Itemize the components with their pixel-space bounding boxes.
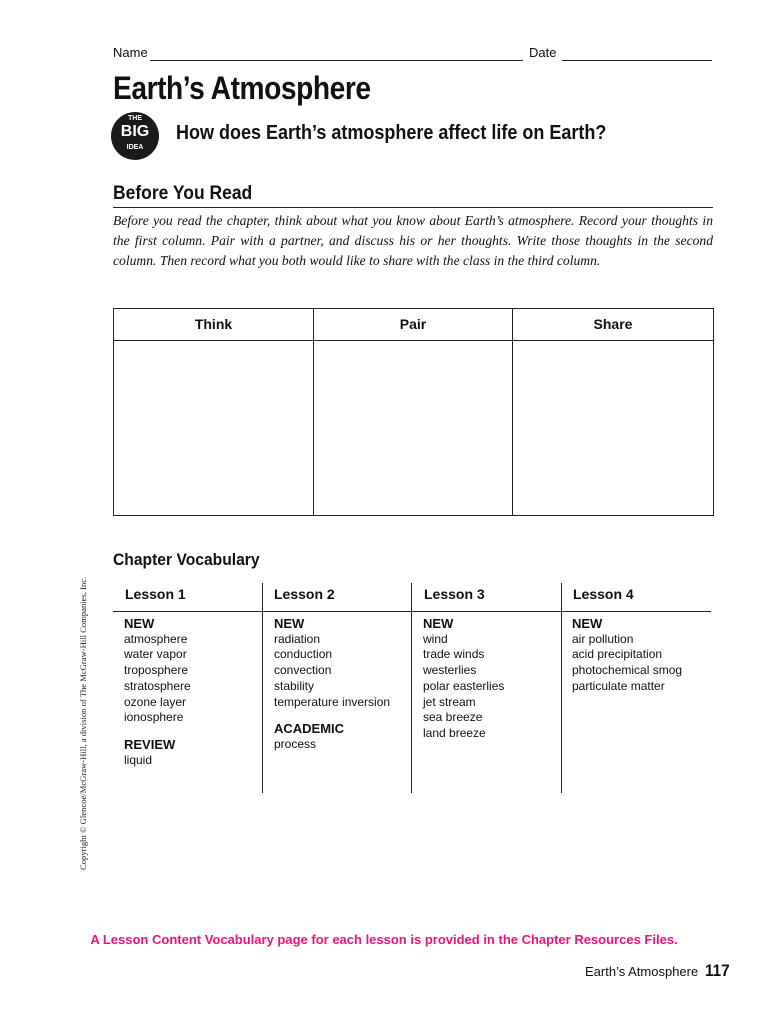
vocabulary-header-rule: [113, 611, 711, 612]
think-pair-share-table: [113, 308, 714, 516]
section-divider: [113, 207, 713, 208]
pair-header: Pair: [314, 309, 512, 341]
group-label-review: REVIEW: [124, 736, 176, 752]
vocab-word: air pollution: [572, 631, 634, 646]
badge-top-text: THE: [128, 115, 142, 122]
pair-column[interactable]: [314, 309, 512, 515]
date-line[interactable]: [562, 60, 712, 61]
vocab-word: land breeze: [423, 725, 486, 740]
lesson-1-vocabulary: [124, 616, 191, 768]
vocab-word: acid precipitation: [572, 647, 663, 662]
group-label-new: NEW: [423, 616, 454, 631]
lesson-3-header: Lesson 3: [424, 586, 485, 602]
vocab-word: stratosphere: [124, 678, 191, 693]
vocab-word: radiation: [274, 631, 321, 646]
vocab-word: stability: [274, 678, 315, 693]
lesson-4-header: Lesson 4: [573, 586, 634, 602]
vocab-word: liquid: [124, 752, 153, 767]
lesson-2-vocabulary: [274, 616, 390, 753]
vocab-word: photochemical smog: [572, 663, 683, 678]
lesson-3-vocabulary: [423, 616, 504, 742]
vocab-word: wind: [423, 631, 448, 646]
instructions-paragraph: Before you read the chapter, think about what you know about Earth’s atmosphere. Record your thoughts in the first column. Pair with a partner, and discuss his or her thoughts. Write those thoughts in the second column. Then record what you both would like to share with the class in the third column.: [113, 213, 713, 268]
vocab-word: trade winds: [423, 647, 485, 662]
date-label: Date: [529, 45, 557, 60]
lesson-2-header: Lesson 2: [274, 586, 335, 602]
vocab-word: jet stream: [423, 694, 476, 709]
footer-section-title: Earth’s Atmosphere: [585, 964, 699, 979]
vocab-word: troposphere: [124, 663, 189, 678]
vocabulary-column-divider: [262, 583, 263, 793]
section-heading-before-you-read: Before You Read: [113, 183, 253, 204]
name-line[interactable]: [150, 60, 523, 61]
lesson-4-vocabulary: [572, 616, 682, 695]
vocab-word: ozone layer: [124, 694, 187, 709]
vocab-word: westerlies: [423, 663, 477, 678]
copyright-notice: Copyright © Glencoe/McGraw-Hill, a division of The McGraw-Hill Companies, Inc.: [78, 576, 88, 870]
name-label: Name: [113, 45, 148, 60]
vocab-word: sea breeze: [423, 710, 483, 725]
big-idea-question: How does Earth’s atmosphere affect life on Earth?: [176, 122, 607, 144]
vocab-word: water vapor: [124, 647, 187, 662]
page-number: 117: [705, 961, 730, 980]
big-idea-badge-icon: [111, 112, 159, 160]
think-header: Think: [114, 309, 313, 341]
resource-notice: A Lesson Content Vocabulary page for each lesson is provided in the Chapter Resources Files.: [90, 932, 678, 947]
think-column[interactable]: [114, 309, 313, 515]
badge-bottom-text: IDEA: [126, 144, 144, 151]
vocab-word: polar easterlies: [423, 678, 505, 693]
vocab-word: conduction: [274, 647, 333, 662]
vocab-word: convection: [274, 663, 332, 678]
vocab-word: temperature inversion: [274, 694, 391, 709]
vocab-word: atmosphere: [124, 631, 188, 646]
share-column[interactable]: [513, 309, 713, 515]
group-label-new: NEW: [572, 616, 603, 631]
group-label-new: NEW: [124, 616, 155, 631]
vocabulary-column-divider: [411, 583, 412, 793]
group-label-new: NEW: [274, 616, 305, 631]
group-label-academic: ACADEMIC: [274, 721, 345, 737]
chapter-vocabulary-heading: Chapter Vocabulary: [113, 550, 260, 569]
vocabulary-column-divider: [561, 583, 562, 793]
vocab-word: ionosphere: [124, 710, 184, 725]
page-title: Earth’s Atmosphere: [113, 70, 371, 106]
vocab-word: process: [274, 736, 317, 751]
share-header: Share: [513, 309, 713, 341]
badge-mid-text: BIG: [120, 123, 150, 140]
lesson-1-header: Lesson 1: [125, 586, 186, 602]
vocab-word: particulate matter: [572, 678, 665, 693]
